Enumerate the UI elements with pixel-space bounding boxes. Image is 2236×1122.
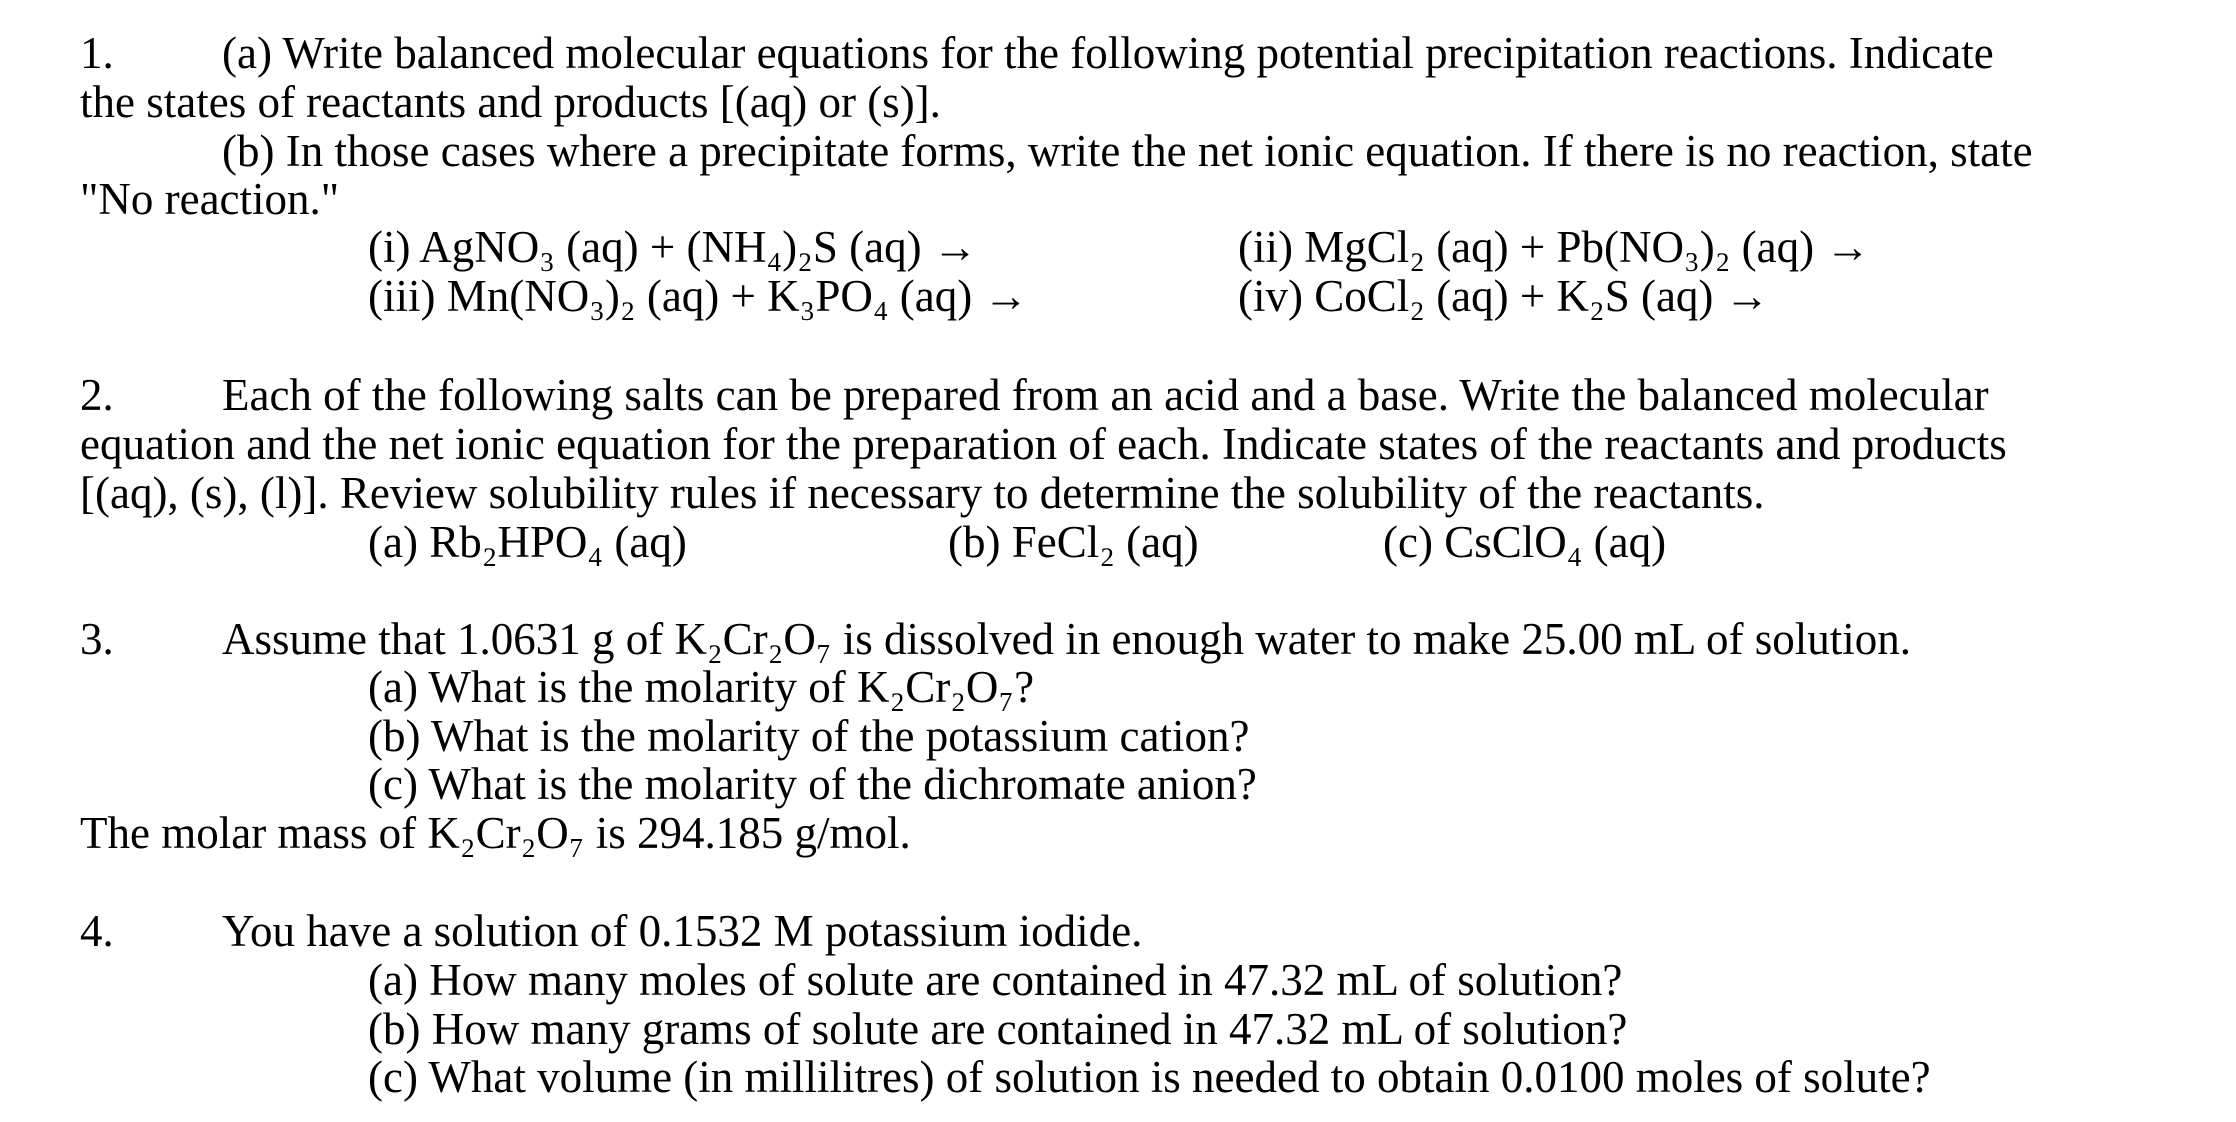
reaction-equation: (ii) MgCl₂ (aq) + Pb(NO₃)₂ (aq) → <box>1238 222 1871 272</box>
question-text: equation and the net ionic equation for the preparation of each. Indicate states of the reactants and products <box>80 419 2007 469</box>
question-part: (b) What is the molarity of the potassium cation? <box>368 711 1250 761</box>
question-text: Each of the following salts can be prepared from an acid and a base. Write the balanced molecular <box>222 370 1989 420</box>
question-part: (a) How many moles of solute are contained in 47.32 mL of solution? <box>368 955 1623 1005</box>
question-number: 3. <box>80 614 114 664</box>
salt-item: (a) Rb₂HPO₄ (aq) <box>368 517 687 567</box>
question-note: The molar mass of K₂Cr₂O₇ is 294.185 g/mol. <box>80 808 911 858</box>
question-part: (b) How many grams of solute are contained in 47.32 mL of solution? <box>368 1004 1628 1054</box>
question-part: (a) What is the molarity of K₂Cr₂O₇? <box>368 662 1035 712</box>
question-text: Assume that 1.0631 g of K₂Cr₂O₇ is dissolved in enough water to make 25.00 mL of solution. <box>222 614 1911 664</box>
reaction-equation: (iii) Mn(NO₃)₂ (aq) + K₃PO₄ (aq) → <box>368 271 1029 321</box>
reaction-equation: (i) AgNO₃ (aq) + (NH₄)₂S (aq) → <box>368 222 978 272</box>
question-text: "No reaction." <box>80 174 340 224</box>
question-part: (c) What volume (in millilitres) of solution is needed to obtain 0.0100 moles of solute? <box>368 1052 1931 1102</box>
salt-item: (b) FeCl₂ (aq) <box>948 517 1199 567</box>
question-number: 2. <box>80 370 114 420</box>
question-text: [(aq), (s), (l)]. Review solubility rules if necessary to determine the solubility of the reactants. <box>80 468 1765 518</box>
reaction-equation: (iv) CoCl₂ (aq) + K₂S (aq) → <box>1238 271 1770 321</box>
question-text: You have a solution of 0.1532 M potassium iodide. <box>222 906 1143 956</box>
question-number: 4. <box>80 906 114 956</box>
question-text: (a) Write balanced molecular equations for the following potential precipitation reactions. Indicate <box>222 28 1994 78</box>
question-text: the states of reactants and products [(aq) or (s)]. <box>80 77 941 127</box>
question-part: (c) What is the molarity of the dichromate anion? <box>368 759 1257 809</box>
question-text: (b) In those cases where a precipitate forms, write the net ionic equation. If there is no reaction, state <box>222 126 2033 176</box>
question-number: 1. <box>80 28 114 78</box>
salt-item: (c) CsClO₄ (aq) <box>1383 517 1667 567</box>
